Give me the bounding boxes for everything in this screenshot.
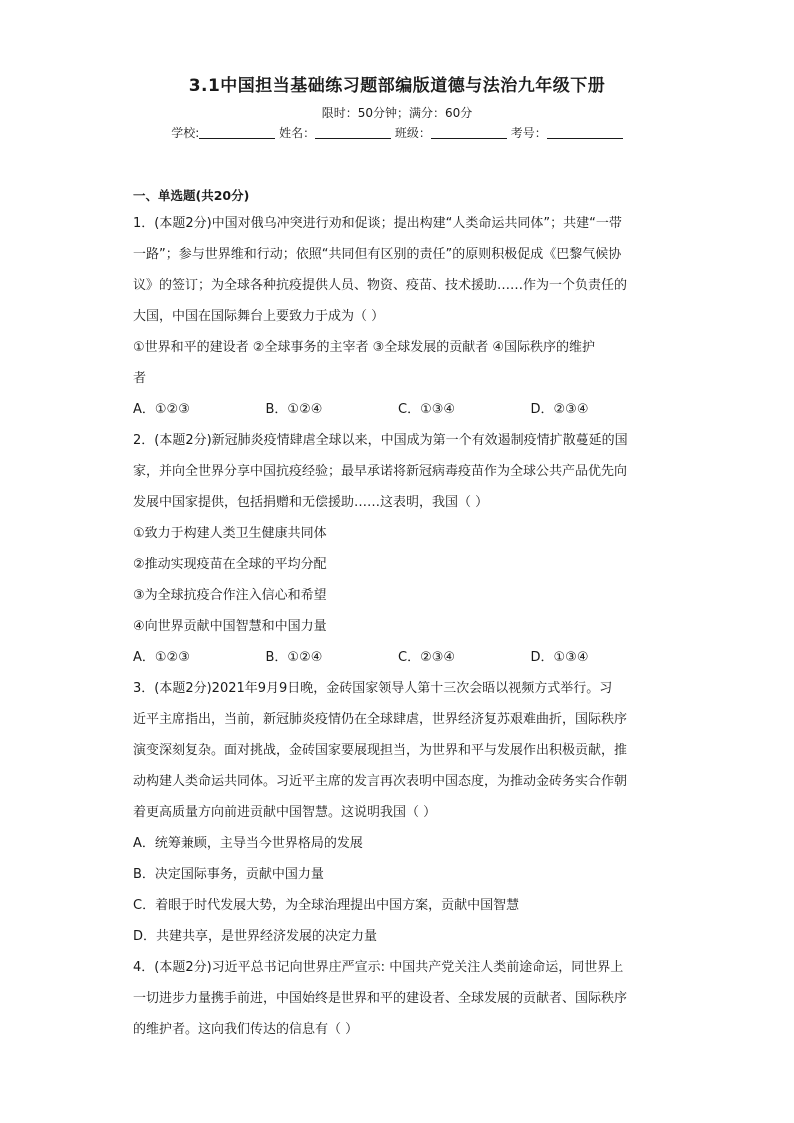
question-stem-line: 发展中国家提供，包括捐赠和无偿援助……这表明，我国（ ） [133, 495, 489, 510]
class-label: 班级： [394, 126, 431, 140]
question-stem-line: 一路”；参与世界维和行动；依照“共同但有区别的责任”的原则积极促成《巴黎气候协 [133, 247, 622, 262]
choice-d: D．共建共享，是世界经济发展的决定力量 [133, 929, 378, 944]
question-stem-line: 议》的签订；为全球各种抗疫提供人员、物资、疫苗、技术援助……作为一个负责任的 [133, 278, 628, 293]
option-c: C．②③④ [398, 650, 456, 665]
question-3 [133, 673, 663, 952]
statement-line: ③为全球抗疫合作注入信心和希望 [133, 588, 327, 603]
option-d: D．②③④ [530, 402, 589, 417]
school-label: 学校: [171, 126, 200, 140]
statement-line: ①致力于构建人类卫生健康共同体 [133, 526, 327, 541]
option-a: A．①②③ [133, 650, 190, 665]
answer-options [133, 394, 663, 425]
choice-b: B．决定国际事务，贡献中国力量 [133, 867, 324, 882]
class-blank [431, 125, 507, 139]
question-stem-line: 的维护者。这向我们传达的信息有（ ） [133, 1022, 359, 1037]
option-c: C．①③④ [398, 402, 456, 417]
question-stem-line: 近平主席指出，当前，新冠肺炎疫情仍在全球肆虐，世界经济复苏艰难曲折，国际秩序 [133, 712, 628, 727]
option-b: B．①②④ [265, 650, 323, 665]
statement-line: ①世界和平的建设者 ②全球事务的主宰者 ③全球发展的贡献者 ④国际秩序的维护 [133, 340, 596, 355]
question-stem-line: 演变深刻复杂。面对挑战，金砖国家要展现担当，为世界和平与发展作出积极贡献，推 [133, 743, 628, 758]
name-label: 姓名： [279, 126, 316, 140]
question-2 [133, 425, 663, 673]
questions [133, 208, 663, 1045]
statement-line: 者 [133, 371, 147, 386]
exam-number-label: 考号： [510, 126, 547, 140]
question-stem-line: 大国，中国在国际舞台上要致力于成为（ ） [133, 309, 385, 324]
question-stem-line: 一切进步力量携手前进，中国始终是世界和平的建设者、全球发展的贡献者、国际秩序 [133, 991, 628, 1006]
statement-line: ④向世界贡献中国智慧和中国力量 [133, 619, 327, 634]
page-title: 3.1中国担当基础练习题部编版道德与法治九年级下册 [188, 76, 606, 96]
option-a: A．①②③ [133, 402, 190, 417]
question-stem-line: 动构建人类命运共同体。习近平主席的发言再次表明中国态度，为推动金砖务实合作朝 [133, 774, 628, 789]
question-stem-line: 家，并向全世界分享中国抗疫经验；最早承诺将新冠病毒疫苗作为全球公共产品优先向 [133, 464, 628, 479]
choice-c: C．着眼于时代发展大势，为全球治理提出中国方案，贡献中国智慧 [133, 898, 520, 913]
question-stem-line: 1．(本题2分)中国对俄乌冲突进行劝和促谈；提出构建“人类命运共同体”；共建“一带 [133, 216, 622, 231]
choice-a: A．统筹兼顾，主导当今世界格局的发展 [133, 836, 363, 851]
exam-time-score: 限时：50分钟；满分：60分 [321, 106, 473, 120]
exam-number-blank [547, 125, 623, 139]
student-info-fields [0, 124, 794, 141]
option-b: B．①②④ [265, 402, 323, 417]
question-stem-line: 4．(本题2分)习近平总书记向世界庄严宣示: 中国共产党关注人类前途命运，同世界上 [133, 960, 624, 975]
question-stem-line: 2．(本题2分)新冠肺炎疫情肆虐全球以来，中国成为第一个有效遏制疫情扩散蔓延的国 [133, 433, 628, 448]
name-blank [315, 125, 391, 139]
question-1 [133, 208, 663, 425]
statement-line: ②推动实现疫苗在全球的平均分配 [133, 557, 327, 572]
question-stem-line: 着更高质量方向前进贡献中国智慧。这说明我国（ ） [133, 805, 437, 820]
school-blank [199, 125, 275, 139]
question-stem-line: 3．(本题2分)2021年9月9日晚，金砖国家领导人第十三次会晤以视频方式举行。习 [133, 681, 613, 696]
option-d: D．①③④ [530, 650, 589, 665]
question-4 [133, 952, 663, 1045]
section-heading: 一、单选题(共20分) [133, 188, 250, 203]
answer-options [133, 642, 663, 673]
